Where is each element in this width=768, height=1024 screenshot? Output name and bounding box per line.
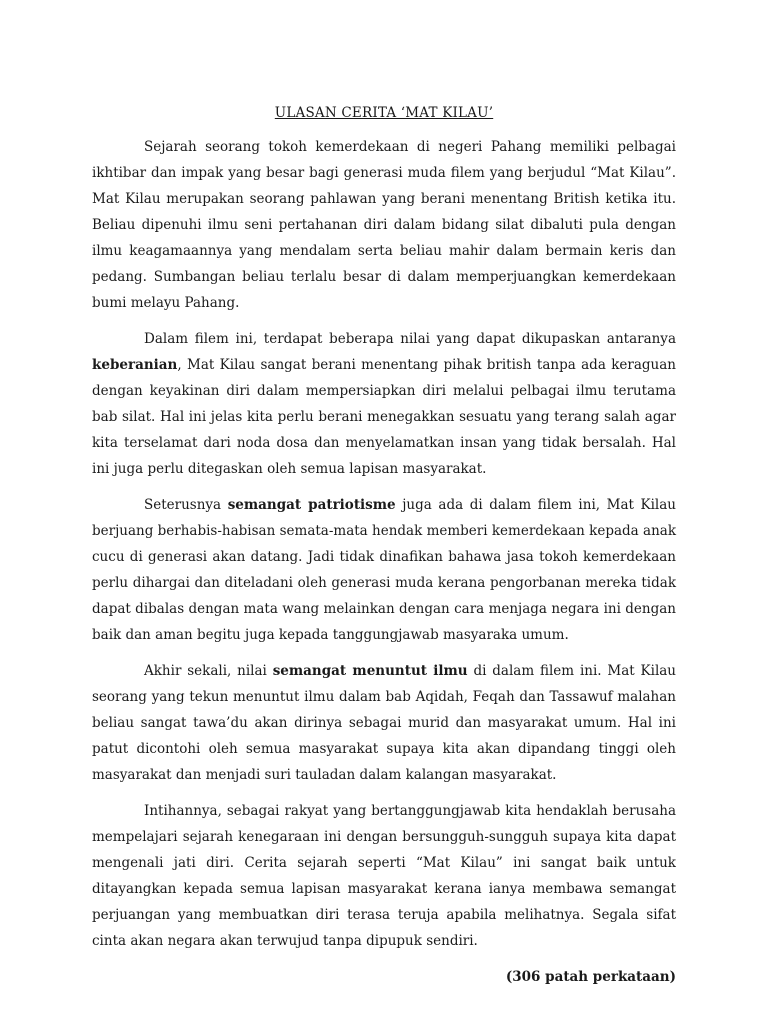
paragraph-text: Dalam filem ini, terdapat beberapa nilai yang dapat dikupaskan antaranya [144,331,676,347]
paragraph-text: juga ada di dalam filem ini, Mat Kilau berjuang berhabis-habisan semata-mata hendak memberi kemerdekaan kepada anak cucu di generasi akan datang. Jadi tidak dinafikan bahawa jasa tokoh kemerdekaan perlu dihargai dan diteladani oleh generasi muda kerana pengorbanan mereka tidak dapat dibalas dengan mata wang melainkan dengan cara menjaga negara ini dengan baik dan aman begitu juga kepada tanggungjawab masyaraka umum. [92,497,676,643]
bold-keyword: semangat patriotisme [227,497,396,513]
paragraph-patriotisme [92,492,676,648]
paragraph-text: , Mat Kilau sangat berani menentang pihak british tanpa ada keraguan dengan keyakinan diri dalam mempersiapkan diri melalui pelbagai ilmu terutama bab silat. Hal ini jelas kita perlu berani menegakkan sesuatu yang terang salah agar kita terselamat dari noda dosa dan menyelamatkan insan yang tidak bersalah. Hal ini juga perlu ditegaskan oleh semua lapisan masyarakat. [92,357,676,477]
paragraph-keberanian [92,326,676,482]
paragraph-menuntut-ilmu [92,658,676,788]
paragraph-text: Intihannya, sebagai rakyat yang bertanggungjawab kita hendaklah berusaha mempelajari sejarah kenegaraan ini dengan bersungguh-sungguh supaya kita dapat mengenali jati diri. Cerita sejarah seperti “Mat Kilau” ini sangat baik untuk ditayangkan kepada semua lapisan masyarakat kerana ianya membawa semangat perjuangan yang membuatkan diri terasa teruja apabila melihatnya. Segala sifat cinta akan negara akan terwujud tanpa dipupuk sendiri. [92,803,676,949]
paragraph-text: Sejarah seorang tokoh kemerdekaan di negeri Pahang memiliki pelbagai ikhtibar dan impak yang besar bagi generasi muda filem yang berjudul “Mat Kilau”. Mat Kilau merupakan seorang pahlawan yang berani menentang British ketika itu. Beliau dipenuhi ilmu seni pertahanan diri dalam bidang silat dibaluti pula dengan ilmu keagamaannya yang mendalam serta beliau mahir dalam bermain keris dan pedang. Sumbangan beliau terlalu besar di dalam memperjuangkan kemerdekaan bumi melayu Pahang. [92,139,676,311]
bold-keyword: keberanian [92,357,178,373]
paragraph-text: di dalam filem ini. Mat Kilau seorang yang tekun menuntut ilmu dalam bab Aqidah, Feqah dan Tassawuf malahan beliau sangat tawa’du akan dirinya sebagai murid dan masyarakat umum. Hal ini patut dicontohi oleh semua masyarakat supaya kita akan dipandang tinggi oleh masyarakat dan menjadi suri tauladan dalam kalangan masyarakat. [92,663,677,783]
paragraph-text: Seterusnya [144,497,228,513]
bold-keyword: semangat menuntut ilmu [272,663,468,679]
paragraph-text: Akhir sekali, nilai [144,663,273,679]
document-title: ULASAN CERITA ‘MAT KILAU’ [274,105,494,121]
paragraph-intro [92,134,676,316]
paragraph-conclusion [92,798,676,954]
word-count: (306 patah perkataan) [505,969,676,985]
